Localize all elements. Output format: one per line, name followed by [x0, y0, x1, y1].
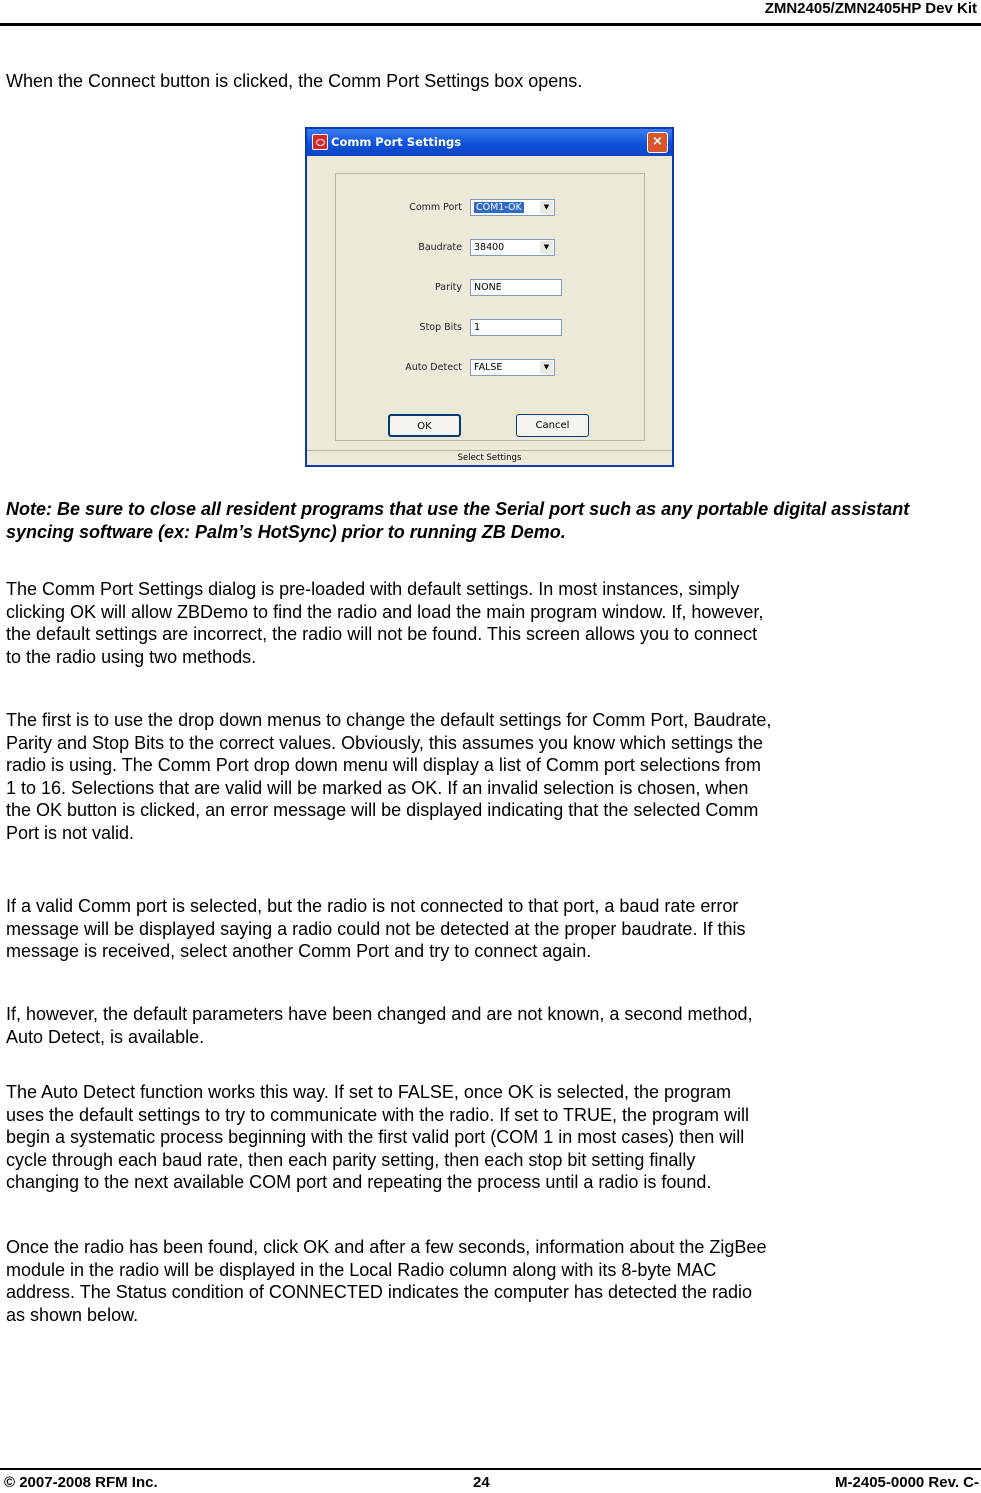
chevron-down-icon[interactable]: ▼ — [540, 361, 553, 374]
parity-value: NONE — [474, 282, 502, 293]
comm-port-value: COM1-OK — [476, 202, 522, 213]
close-icon[interactable]: × — [647, 132, 668, 153]
header-rule — [0, 23, 981, 26]
auto-detect-value: FALSE — [474, 362, 503, 373]
paragraph-radio-found: Once the radio has been found, click OK and after a few seconds, information about the ZigBee module in the radio will be displayed in the Local Radio column along with its 8-byte MAC address. The Status condition of CONNECTED indicates the computer has detected the radio as shown below. — [6, 1237, 767, 1325]
footer-rule — [0, 1468, 981, 1470]
auto-detect-label: Auto Detect — [405, 362, 462, 373]
ok-button[interactable]: OK — [388, 414, 461, 437]
footer-copyright: © 2007-2008 RFM Inc. — [4, 1474, 158, 1491]
comm-port-select[interactable] — [470, 199, 555, 216]
stop-bits-label: Stop Bits — [419, 322, 462, 333]
paragraph-auto-detect-function: The Auto Detect function works this way. If set to FALSE, once OK is selected, the program uses the default settings to try to communicate with the radio. If set to TRUE, the program will begin a systematic process beginning with the first valid port (COM 1 in most cases) then will cycle through each baud rate, then each parity setting, then each stop bit setting finally changing to the next available COM port and repeating the process until a radio is found. — [6, 1082, 750, 1192]
baudrate-value: 38400 — [474, 242, 505, 253]
comm-port-settings-dialog — [305, 127, 674, 467]
note-paragraph: Note: Be sure to close all resident programs that use the Serial port such as any portable digital assistant syncing software (ex: Palm’s HotSync) prior to running ZB Demo. — [6, 499, 910, 542]
footer-document-id: M-2405-0000 Rev. C- — [835, 1474, 979, 1491]
chevron-down-icon[interactable]: ▼ — [540, 201, 553, 214]
auto-detect-select[interactable] — [470, 359, 555, 376]
app-icon — [312, 134, 328, 150]
paragraph-drop-down-method: The first is to use the drop down menus to change the default settings for Comm Port, Baudrate, Parity and Stop Bits to the correct values. Obviously, this assumes you know which settings the radio is using. The Comm Port drop down menu will display a list of Comm port selections from 1 to 16. Selections that are valid will be marked as OK. If an invalid selection is chosen, when the OK button is clicked, an error message will be displayed indicating that the selected Comm Port is not valid. — [6, 710, 772, 843]
baudrate-label: Baudrate — [418, 242, 462, 253]
comm-port-label: Comm Port — [409, 202, 462, 213]
dialog-titlebar — [307, 129, 672, 156]
baudrate-select[interactable] — [470, 239, 555, 256]
intro-paragraph: When the Connect button is clicked, the Comm Port Settings box opens. — [6, 71, 583, 91]
paragraph-auto-detect-intro: If, however, the default parameters have been changed and are not known, a second method, Auto Detect, is available. — [6, 1004, 753, 1047]
dialog-title: Comm Port Settings — [331, 135, 462, 149]
stop-bits-field[interactable] — [470, 319, 562, 336]
footer-page-number: 24 — [473, 1474, 490, 1491]
parity-field[interactable] — [470, 279, 562, 296]
parity-label: Parity — [434, 282, 462, 293]
dialog-status-bar: Select Settings — [307, 450, 672, 465]
paragraph-defaults: The Comm Port Settings dialog is pre-loaded with default settings. In most instances, simply clicking OK will allow ZBDemo to find the radio and load the main program window. If, however, the default settings are incorrect, the radio will not be found. This screen allows you to connect to the radio using two methods. — [6, 579, 764, 667]
chevron-down-icon[interactable]: ▼ — [540, 241, 553, 254]
paragraph-baud-rate-error: If a valid Comm port is selected, but the radio is not connected to that port, a baud rate error message will be displayed saying a radio could not be detected at the proper baudrate. If this message is received, select another Comm Port and try to connect again. — [6, 896, 746, 961]
stop-bits-value: 1 — [474, 322, 481, 333]
running-header: ZMN2405/ZMN2405HP Dev Kit — [764, 0, 977, 17]
cancel-button[interactable]: Cancel — [516, 414, 589, 437]
